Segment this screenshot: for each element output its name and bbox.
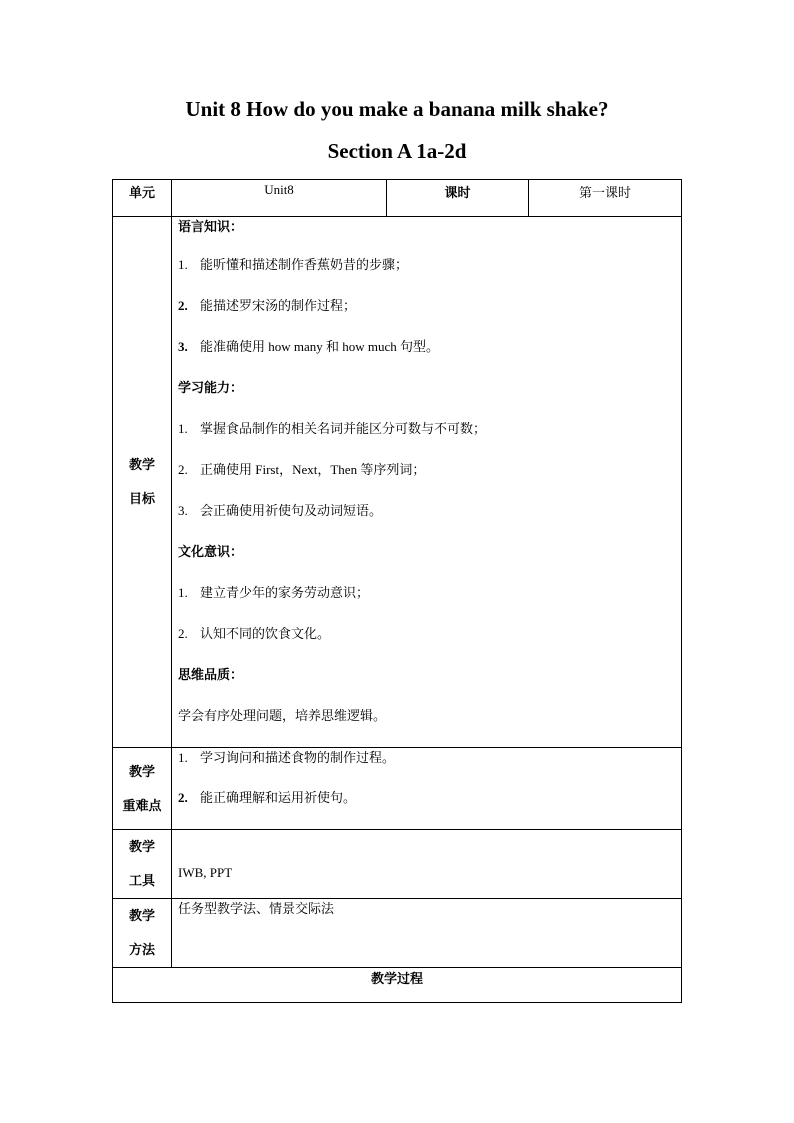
goals-item-text: 学会有序处理问题，培养思维逻辑。 bbox=[178, 708, 387, 723]
goals-item-text: 语言知识： bbox=[178, 219, 244, 234]
goals-label-line1: 教学 bbox=[128, 457, 155, 472]
unit-value-cell: Unit8 bbox=[172, 180, 387, 217]
goals-item bbox=[178, 255, 675, 296]
goals-item-text: 能描述罗宋汤的制作过程； bbox=[200, 298, 357, 313]
document-title: Unit 8 How do you make a banana milk shake? bbox=[185, 97, 609, 121]
goals-item-number: 1. bbox=[178, 585, 188, 600]
lesson-plan-table bbox=[112, 179, 682, 1003]
key-points-label-line2: 重难点 bbox=[122, 797, 162, 813]
header-row bbox=[113, 180, 682, 217]
goals-item-number: 3. bbox=[178, 503, 188, 518]
goals-item-number: 2. bbox=[178, 298, 188, 313]
tools-label-cell bbox=[113, 830, 172, 899]
goals-item-text: 能准确使用 how many 和 how much 句型。 bbox=[200, 339, 440, 354]
goals-item bbox=[178, 624, 675, 665]
document-subtitle: Section A 1a-2d bbox=[327, 139, 467, 163]
goals-item-number: 1. bbox=[178, 421, 188, 436]
key-points-list bbox=[178, 748, 675, 828]
key-points-content-cell bbox=[172, 748, 682, 830]
goals-item bbox=[178, 460, 675, 501]
key-item-number: 1. bbox=[178, 750, 188, 765]
goals-item bbox=[178, 378, 675, 419]
goals-item-text: 建立青少年的家务劳动意识； bbox=[200, 585, 370, 600]
goals-item bbox=[178, 501, 675, 542]
key-item-text: 能正确理解和运用祈使句。 bbox=[200, 790, 357, 805]
process-header-cell: 教学过程 bbox=[113, 968, 682, 1003]
goals-item-text: 正确使用 First，Next，Then 等序列词； bbox=[200, 462, 426, 477]
method-label-line2: 方法 bbox=[128, 942, 155, 957]
key-points-row bbox=[113, 748, 682, 830]
goals-item-text: 会正确使用祈使句及动词短语。 bbox=[200, 503, 383, 518]
goals-label-cell bbox=[113, 217, 172, 748]
process-row bbox=[113, 968, 682, 1003]
goals-content-cell bbox=[172, 217, 682, 748]
goals-label-line2: 目标 bbox=[128, 491, 155, 506]
goals-item-text: 学习能力： bbox=[178, 380, 244, 395]
goals-item bbox=[178, 706, 675, 747]
key-points-label-line1: 教学 bbox=[128, 763, 155, 779]
tools-label-line2: 工具 bbox=[128, 873, 155, 888]
goals-item-number: 2. bbox=[178, 462, 188, 477]
key-item-text: 学习询问和描述食物的制作过程。 bbox=[200, 750, 396, 765]
period-value-cell: 第一课时 bbox=[529, 180, 682, 217]
goals-list bbox=[178, 217, 675, 747]
goals-item bbox=[178, 583, 675, 624]
goals-item-number: 1. bbox=[178, 257, 188, 272]
tools-value: IWB, PPT bbox=[178, 865, 233, 880]
goals-item bbox=[178, 665, 675, 706]
key-item bbox=[178, 748, 675, 788]
method-label-cell bbox=[113, 899, 172, 968]
key-points-label-cell bbox=[113, 748, 172, 830]
key-item-number: 2. bbox=[178, 790, 188, 805]
goals-item bbox=[178, 542, 675, 583]
method-label-line1: 教学 bbox=[128, 908, 155, 923]
goals-item-number: 2. bbox=[178, 626, 188, 641]
method-content-cell bbox=[172, 899, 682, 968]
tools-content-cell bbox=[172, 830, 682, 899]
goals-item-text: 文化意识： bbox=[178, 544, 244, 559]
goals-item-text: 掌握食品制作的相关名词并能区分可数与不可数； bbox=[200, 421, 487, 436]
method-value: 任务型教学法、情景交际法 bbox=[178, 901, 335, 916]
goals-item bbox=[178, 296, 675, 337]
goals-item-text: 认知不同的饮食文化。 bbox=[200, 626, 331, 641]
method-row bbox=[113, 899, 682, 968]
goals-item-number: 3. bbox=[178, 339, 188, 354]
goals-item bbox=[178, 337, 675, 378]
goals-item bbox=[178, 217, 675, 255]
tools-row bbox=[113, 830, 682, 899]
period-label-cell: 课时 bbox=[387, 180, 529, 217]
unit-label-cell: 单元 bbox=[113, 180, 172, 217]
key-item bbox=[178, 788, 675, 828]
goals-item-text: 思维品质： bbox=[178, 667, 244, 682]
goals-item-text: 能听懂和描述制作香蕉奶昔的步骤； bbox=[200, 257, 409, 272]
goals-item bbox=[178, 419, 675, 460]
goals-row bbox=[113, 217, 682, 748]
tools-label-line1: 教学 bbox=[128, 839, 155, 854]
